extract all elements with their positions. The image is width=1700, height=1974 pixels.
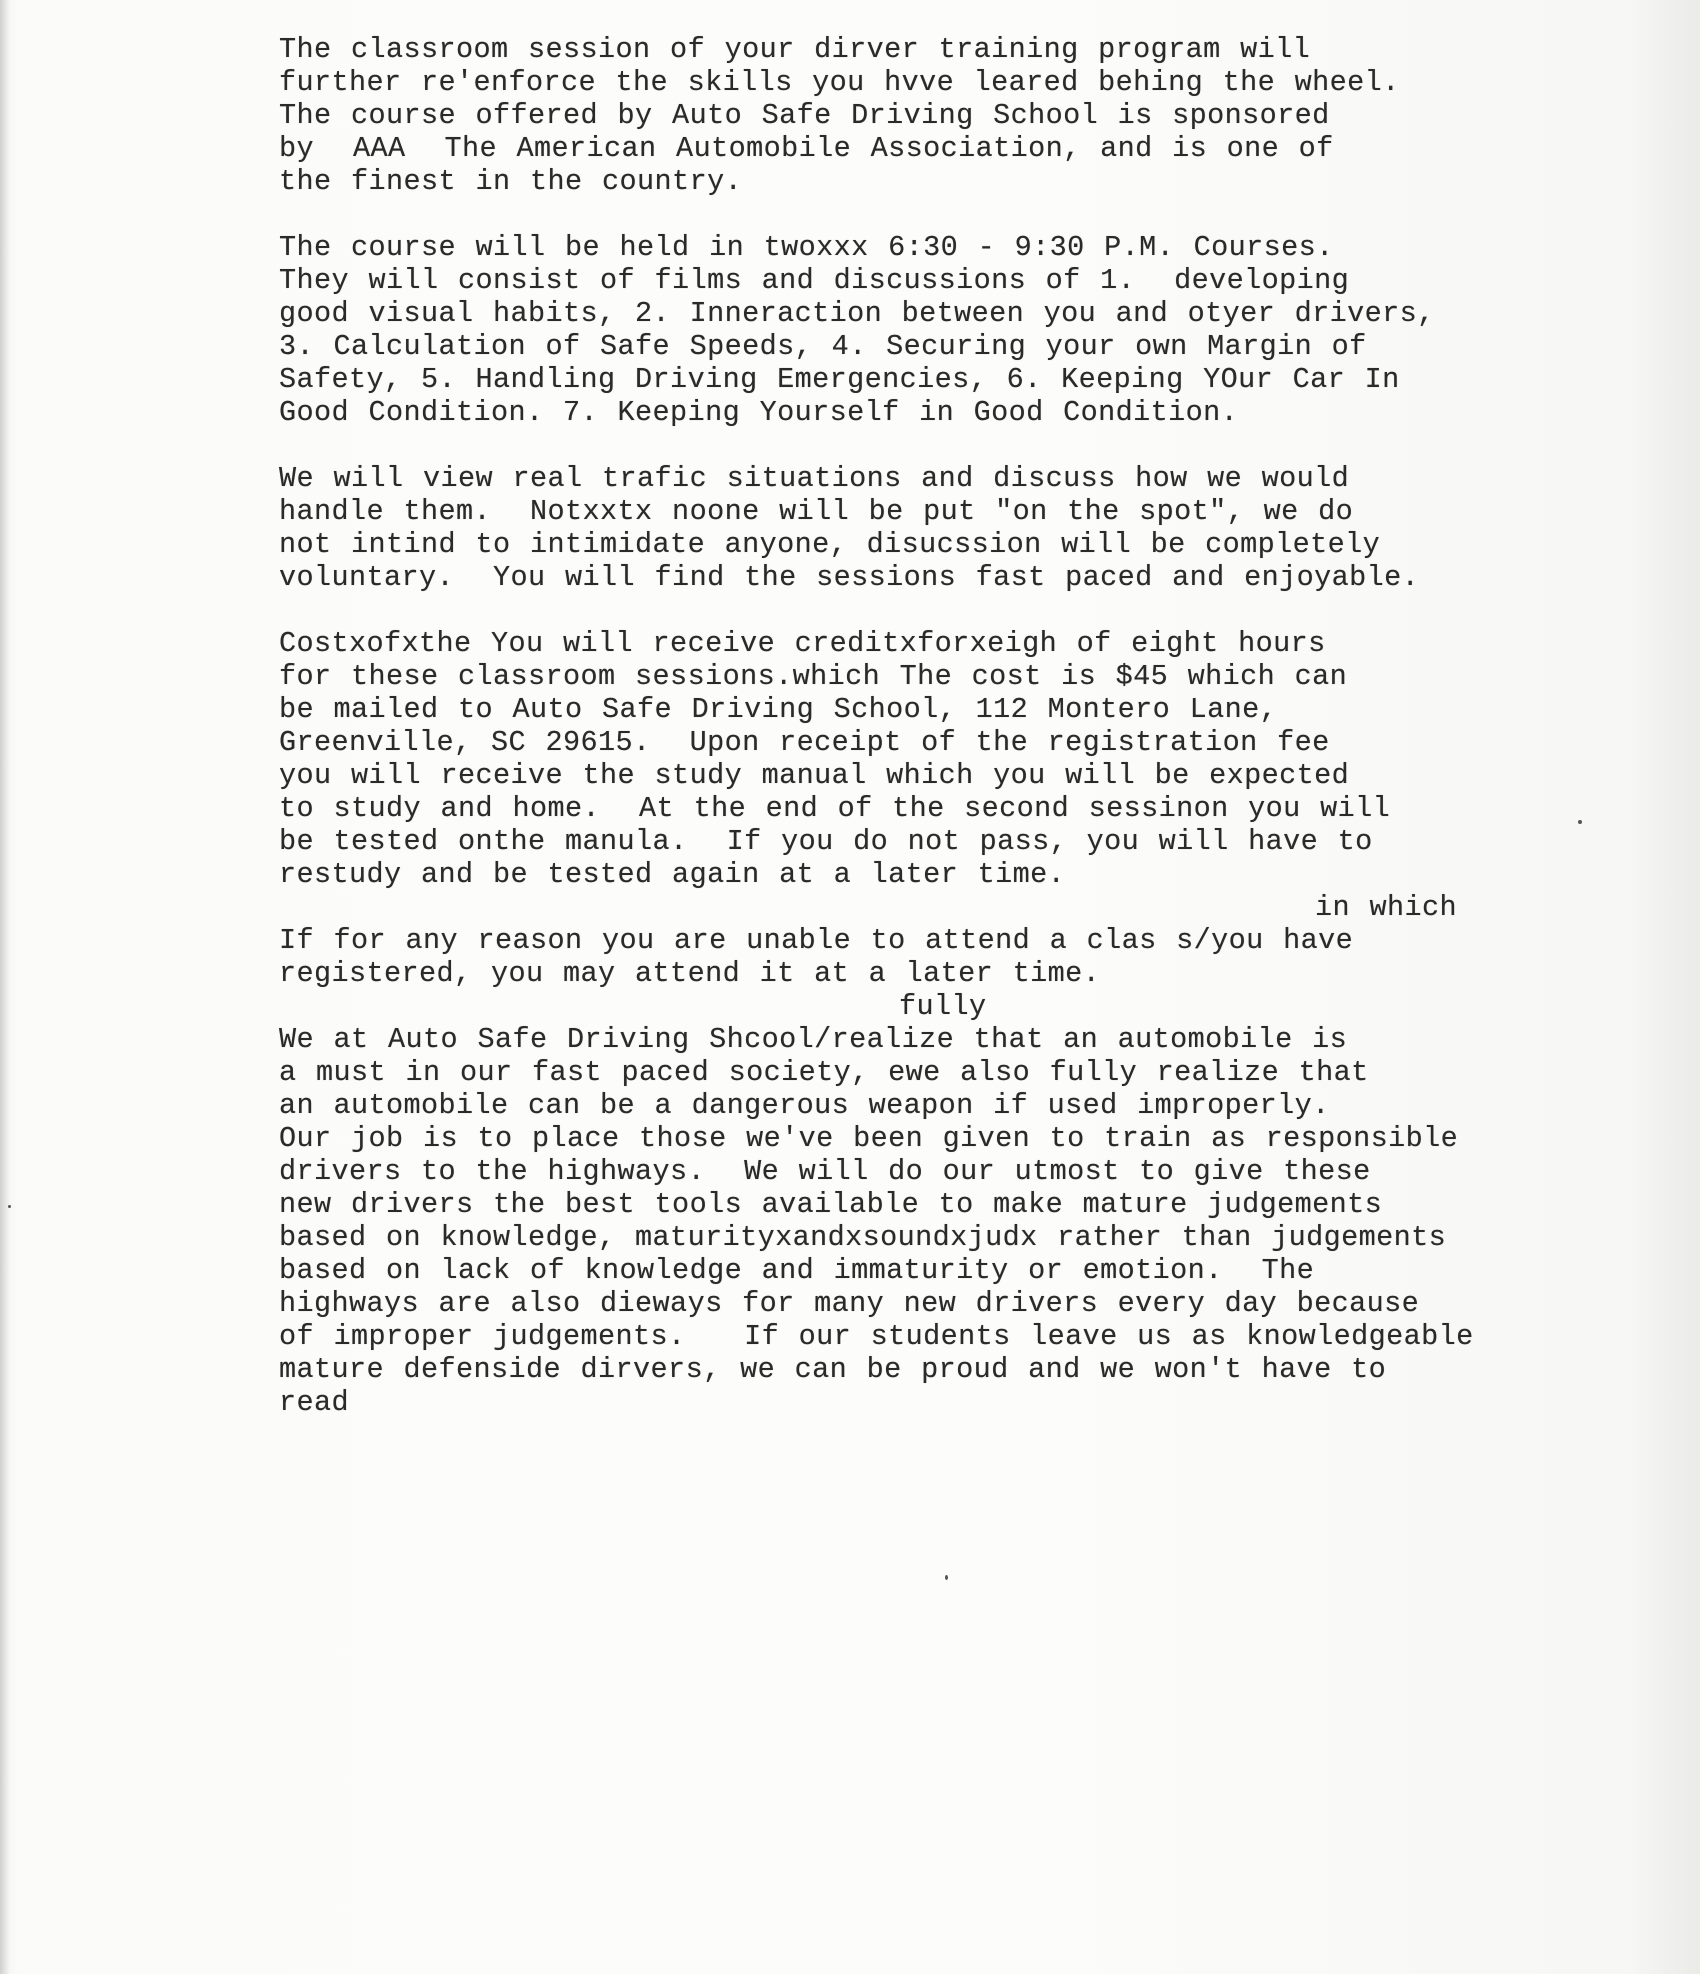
text-line: 3. Calculation of Safe Speeds, 4. Securing your own Margin of [279,330,1367,363]
text-line: based on lack of knowledge and immaturity or emotion. The [279,1254,1315,1287]
text-line: an automobile can be a dangerous weapon if used improperly. [279,1089,1330,1122]
paragraph-traffic-situations [279,462,1639,594]
text-line: Safety, 5. Handling Driving Emergencies, 6. Keeping YOur Car In [279,363,1400,396]
text-line: We will view real trafic situations and discuss how we would [279,462,1350,495]
text-line: drivers to the highways. We will do our utmost to give these [279,1155,1371,1188]
paragraph-responsibility [279,990,1639,1419]
text-line: be mailed to Auto Safe Driving School, 112 Montero Lane, [279,693,1278,726]
text-line: Good Condition. 7. Keeping Yourself in Good Condition. [279,396,1239,429]
text-line: be tested onthe manula. If you do not pass, you will have to [279,825,1373,858]
text-line: for these classroom sessions.which The cost is $45 which can [279,660,1348,693]
text-line: a must in our fast paced society, ewe also fully realize that [279,1056,1369,1089]
text-line: not intind to intimidate anyone, disucssion will be completely [279,528,1381,561]
text-line: restudy and be tested again at a later time. [279,858,1066,891]
text-line: good visual habits, 2. Inneraction between you and otyer drivers, [279,297,1435,330]
paper-speck [945,1575,948,1580]
letter-body [279,33,1639,1452]
text-line: Greenville, SC 29615. Upon receipt of the registration fee [279,726,1330,759]
text-line: by AAA The American Automobile Association, and is one of [279,132,1334,165]
paragraph-classroom-session [279,33,1639,198]
text-line: handle them. Notxxtx noone will be put "on the spot", we do [279,495,1354,528]
text-line: further re'enforce the skills you hvve leared behing the wheel. [279,66,1400,99]
text-line: Costxofxthe You will receive creditxforxeigh of eight hours [279,627,1326,660]
text-line: We at Auto Safe Driving Shcool/realize that an automobile is [279,1023,1348,1056]
text-line: The course will be held in twoxxx 6:30 - 9:30 P.M. Courses. [279,231,1334,264]
paragraph-credit-and-cost [279,627,1639,891]
inserted-text-above-line: fully [899,990,987,1023]
text-line: They will consist of films and discussions of 1. developing [279,264,1350,297]
text-line: registered, you may attend it at a later time. [279,957,1101,990]
text-line: If for any reason you are unable to attend a clas s/you have [279,924,1354,957]
paper-right-shade [1630,0,1700,1974]
text-line: of improper judgements. If our students leave us as knowledgeable [279,1320,1474,1353]
text-line: to study and home. At the end of the second sessinon you will [279,792,1391,825]
text-line: new drivers the best tools available to make mature judgements [279,1188,1383,1221]
text-line: the finest in the country. [279,165,743,198]
text-line: Our job is to place those we've been given to train as responsible [279,1122,1459,1155]
paragraph-missed-class [279,891,1639,990]
text-line: based on knowledge, maturityxandxsoundxjudx rather than judgements [279,1221,1447,1254]
paper-speck [8,1205,11,1208]
paper-edge-shadow [0,0,10,1974]
inserted-text-above-line: in which [1315,891,1458,924]
text-line: The classroom session of your dirver training program will [279,33,1311,66]
text-line: mature defenside dirvers, we can be proud and we won't have to [279,1353,1387,1386]
text-line: you will receive the study manual which you will be expected [279,759,1350,792]
text-line: highways are also dieways for many new drivers every day because [279,1287,1420,1320]
text-line: voluntary. You will find the sessions fast paced and enjoyable. [279,561,1420,594]
text-line: read [279,1386,350,1419]
paragraph-course-schedule [279,231,1639,429]
text-line: The course offered by Auto Safe Driving School is sponsored [279,99,1330,132]
paper-speck [1578,820,1582,824]
